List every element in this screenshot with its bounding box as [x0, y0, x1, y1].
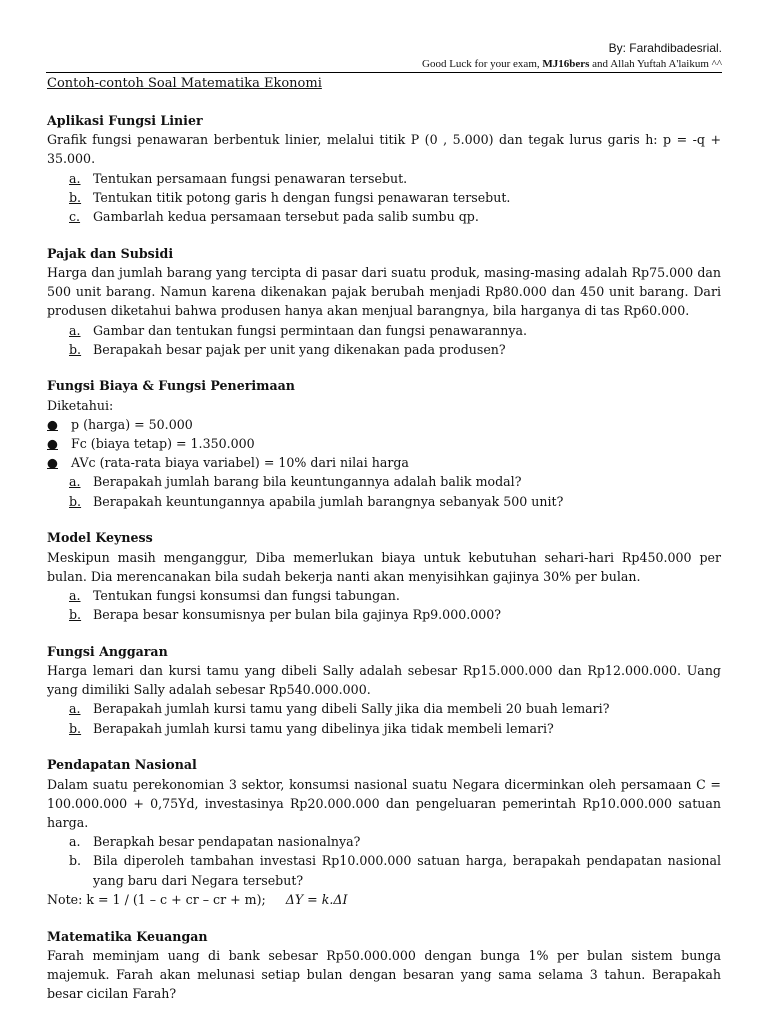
author-credit: By: Farahdibadesrial.	[608, 41, 722, 55]
bullet-text: AVc (rata-rata biaya variabel) = 10% dari nilai harga	[71, 455, 409, 471]
list-item	[47, 321, 721, 340]
list-item	[47, 492, 721, 511]
section-paragraph: Harga dan jumlah barang yang tercipta di pasar dari suatu produk, masing-masing adalah Rp75.000 dan 500 unit barang. Namun karena dikenakan pajak berubah menjadi Rp80.000 dan 450 unit barang. Dari produsen diketahui bahwa produsen hanya akan menjual barangnya, bila harganya di tas Rp60.000.	[47, 264, 721, 319]
section-pendapatan-nasional	[47, 755, 721, 909]
list-item	[47, 832, 721, 851]
item-marker: c.	[69, 209, 81, 225]
section-title: Pajak dan Subsidi	[47, 245, 174, 261]
section-paragraph: Meskipun masih menganggur, Diba memerlukan biaya untuk kebutuhan sehari-hari Rp450.000 per bulan. Dia merencanakan bila sudah bekerja nanti akan menyisihkan gajinya 30% per bulan.	[47, 549, 721, 584]
section-title: Matematika Keuangan	[47, 928, 208, 944]
note-text: Note: k = 1 / (1 – c + cr – cr + m);	[47, 891, 266, 907]
bullet-item	[47, 434, 721, 453]
list-item	[47, 207, 721, 226]
bullet-item	[47, 453, 721, 472]
list-item	[47, 188, 721, 207]
item-text: Berapakah besar pajak per unit yang dikenakan pada produsen?	[93, 341, 506, 357]
bullet-item	[47, 415, 721, 434]
section-pajak-dan-subsidi	[47, 244, 721, 359]
document-title: Contoh-contoh Soal Matematika Ekonomi	[47, 76, 322, 91]
list-item	[47, 851, 721, 889]
good-luck-suffix: and Allah Yuftah A'laikum ^^	[592, 58, 722, 70]
item-text: Berapakah jumlah kursi tamu yang dibeli Sally jika dia membeli 20 buah lemari?	[93, 701, 610, 717]
item-marker: a.	[69, 701, 81, 717]
bullet-text: Fc (biaya tetap) = 1.350.000	[71, 436, 255, 452]
document-body	[47, 111, 721, 1021]
item-marker: a.	[69, 834, 81, 850]
section-paragraph: Grafik fungsi penawaran berbentuk linier, melalui titik P (0 , 5.000) dan tegak lurus garis h: p = -q + 35.000.	[47, 132, 721, 167]
good-luck-prefix: Good Luck for your exam,	[422, 58, 540, 70]
item-text: Berapa besar konsumisnya per bulan bila gajinya Rp9.000.000?	[93, 607, 502, 623]
bullet-icon: ●	[47, 436, 58, 452]
item-text: Tentukan persamaan fungsi penawaran tersebut.	[93, 170, 408, 186]
list-item	[47, 169, 721, 188]
section-paragraph: Harga lemari dan kursi tamu yang dibeli Sally adalah sebesar Rp15.000.000 dan Rp12.000.000. Uang yang dimiliki Sally adalah sebesar Rp540.000.000.	[47, 663, 721, 698]
item-text: Gambar dan tentukan fungsi permintaan dan fungsi penawarannya.	[93, 322, 528, 338]
item-marker: a.	[69, 587, 81, 603]
item-marker: b.	[69, 607, 82, 623]
note-formula: ΔY = k.ΔI	[285, 891, 348, 907]
item-marker: b.	[69, 853, 82, 869]
section-fungsi-biaya	[47, 376, 721, 510]
item-marker: b.	[69, 341, 82, 357]
header-good-luck	[46, 58, 722, 73]
list-item	[47, 605, 721, 624]
item-marker: b.	[69, 189, 82, 205]
section-title: Fungsi Anggaran	[47, 643, 168, 659]
section-title: Fungsi Biaya & Fungsi Penerimaan	[47, 378, 295, 394]
item-text: Berapakah jumlah barang bila keuntungannya adalah balik modal?	[93, 474, 522, 490]
bullet-text: p (harga) = 50.000	[71, 416, 193, 432]
bullet-icon: ●	[47, 416, 58, 432]
item-marker: a.	[69, 474, 81, 490]
section-paragraph: Farah meminjam uang di bank sebesar Rp50.000.000 dengan bunga 1% per bulan sistem bunga majemuk. Farah akan melunasi setiap bulan dengan besaran yang sama selama 3 tahun. Berapakah besar cicilan Farah?	[47, 947, 721, 1002]
item-marker: a.	[69, 170, 81, 186]
section-matematika-keuangan	[47, 927, 721, 1004]
formula-note	[47, 890, 721, 909]
item-text: Berapakah jumlah kursi tamu yang dibelinya jika tidak membeli lemari?	[93, 720, 554, 736]
list-item	[47, 586, 721, 605]
list-item	[47, 472, 721, 491]
section-title: Pendapatan Nasional	[47, 757, 197, 773]
list-item	[47, 719, 721, 738]
item-marker: b.	[69, 493, 82, 509]
item-text: Bila diperoleh tambahan investasi Rp10.000.000 satuan harga, berapakah pendapatan nasional yang baru dari Negara tersebut?	[93, 853, 721, 888]
section-title: Model Keyness	[47, 530, 153, 546]
item-text: Berapakah keuntungannya apabila jumlah barangnya sebanyak 500 unit?	[93, 493, 564, 509]
section-paragraph: Dalam suatu perekonomian 3 sektor, konsumsi nasional suatu Negara dicerminkan oleh persamaan C = 100.000.000 + 0,75Yd, investasinya Rp20.000.000 dan pengeluaran pemerintah Rp10.000.000 satuan harga.	[47, 776, 721, 830]
section-paragraph: Diketahui:	[47, 397, 114, 413]
item-marker: a.	[69, 322, 81, 338]
section-model-keyness	[47, 528, 721, 624]
list-item	[47, 699, 721, 718]
bullet-icon: ●	[47, 455, 58, 471]
item-text: Tentukan fungsi konsumsi dan fungsi tabungan.	[93, 587, 400, 603]
item-marker: b.	[69, 720, 82, 736]
item-text: Gambarlah kedua persamaan tersebut pada salib sumbu qp.	[93, 209, 479, 225]
good-luck-bold: MJ16bers	[542, 58, 590, 70]
section-title: Aplikasi Fungsi Linier	[47, 113, 203, 128]
section-fungsi-anggaran	[47, 642, 721, 738]
item-text: Berapkah besar pendapatan nasionalnya?	[93, 834, 361, 850]
list-item	[47, 340, 721, 359]
section-aplikasi-fungsi-linier	[47, 111, 721, 226]
item-text: Tentukan titik potong garis h dengan fungsi penawaran tersebut.	[93, 189, 511, 205]
